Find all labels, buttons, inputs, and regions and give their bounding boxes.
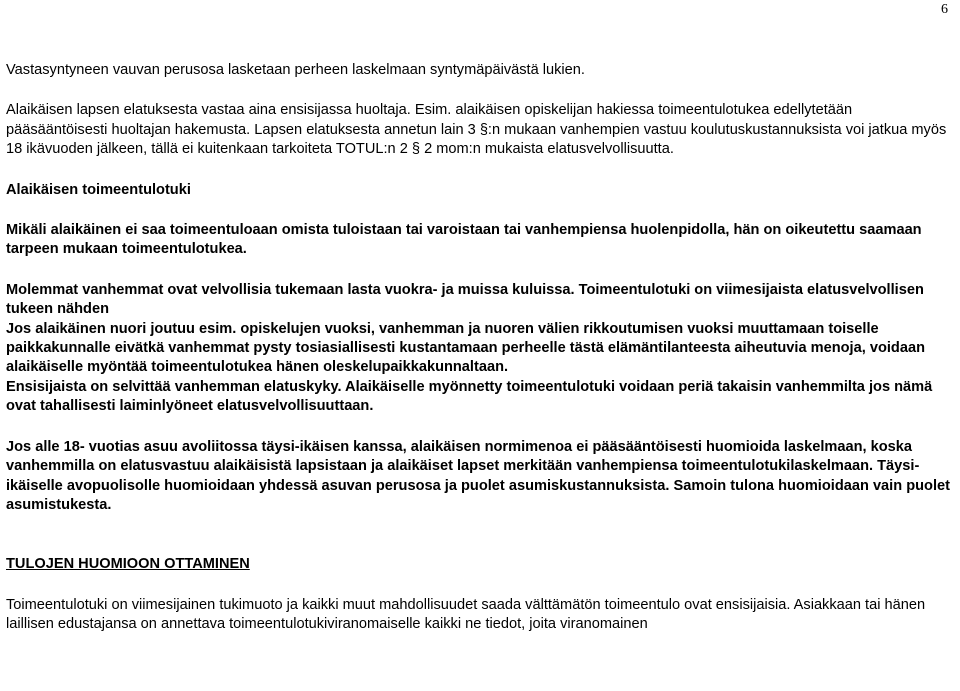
paragraph-newborn-basic-amount: Vastasyntyneen vauvan perusosa lasketaan perheen laskelmaan syntymäpäivästä lukien.: [6, 62, 585, 78]
page-number: 6: [941, 2, 948, 17]
heading-income-consideration: TULOJEN HUOMIOON OTTAMINEN: [6, 556, 250, 573]
heading-minor-income-support: Alaikäisen toimeentulotuki: [6, 181, 191, 198]
document-body: [6, 61, 954, 635]
paragraph-last-resort-support: Toimeentulotuki on viimesijainen tukimuoto ja kaikki muut mahdollisuudet saada välttämätön toimeentulo ovat ensisijaisia. Asiakkaan tai hänen laillisen edustajansa on annettava toimeentulotukiviranomaiselle kaikki ne tiedot, joita viranomainen: [6, 596, 926, 633]
paragraph-parents-obligation: Molemmat vanhemmat ovat velvollisia tukemaan lasta vuokra- ja muissa kuluissa. Toimeentulotuki on viimesijaista elatusvelvollisen tukeen nähden: [6, 281, 924, 318]
paragraph-minor-support-responsibility: Alaikäisen lapsen elatuksesta vastaa aina ensisijassa huoltaja. Esim. alaikäisen opiskelijan hakiessa toimeentulotukea edellytetään pääsääntöisesti huoltajan hakemusta. Lapsen elatuksesta annetun lain 3 §:n mukaan vanhempien vastuu koulutuskustannuksista voi jatkua myös 18 ikävuoden jälkeen, tällä ei kuitenkaan tarkoiteta TOTUL:n 2 § 2 mom:n mukaista elatusvelvollisuutta.: [6, 102, 947, 158]
paragraph-minor-relocation: Jos alaikäinen nuori joutuu esim. opiskelujen vuoksi, vanhemman ja nuoren välien rikkoutumisen vuoksi muuttamaan toiselle paikkakunnalle eivätkä vanhemmat pysty tosiasiallisesti kustantamaan perheelle tästä elämäntilanteesta aiheutuvia menoja, voidaan alaikäiselle myöntää toimeentulotukea hänen oleskelupaikkakunnaltaan.: [6, 320, 925, 376]
paragraph-minor-entitlement: Mikäli alaikäinen ei saa toimeentuloaan omista tuloistaan tai varoistaan tai vanhempiensa huolenpidolla, hän on oikeutettu saamaan tarpeen mukaan toimeentulotukea.: [6, 222, 922, 258]
paragraph-cohabitation-under-18: Jos alle 18- vuotias asuu avoliitossa täysi-ikäisen kanssa, alaikäisen normimenoa ei pääsääntöisesti huomioida laskelmaan, koska vanhemmilla on elatusvastuu alaikäisistä lapsistaan ja alaikäiset lapset merkitään vanhempiensa toimeentulotukilaskelmaan. Täysi-ikäiselle avopuolisolle huomioidaan yhdessä asuvan perusosa ja puolet asumiskustannuksista. Samoin tulona huomioidaan vain puolet asumistukesta.: [6, 438, 950, 513]
paragraph-parent-capacity: Ensisijaista on selvittää vanhemman elatuskyky. Alaikäiselle myönnetty toimeentulotuki voidaan periä takaisin vanhemmilta jos nämä ovat tahallisesti laiminlyöneet elatusvelvollisuuttaan.: [6, 378, 933, 415]
